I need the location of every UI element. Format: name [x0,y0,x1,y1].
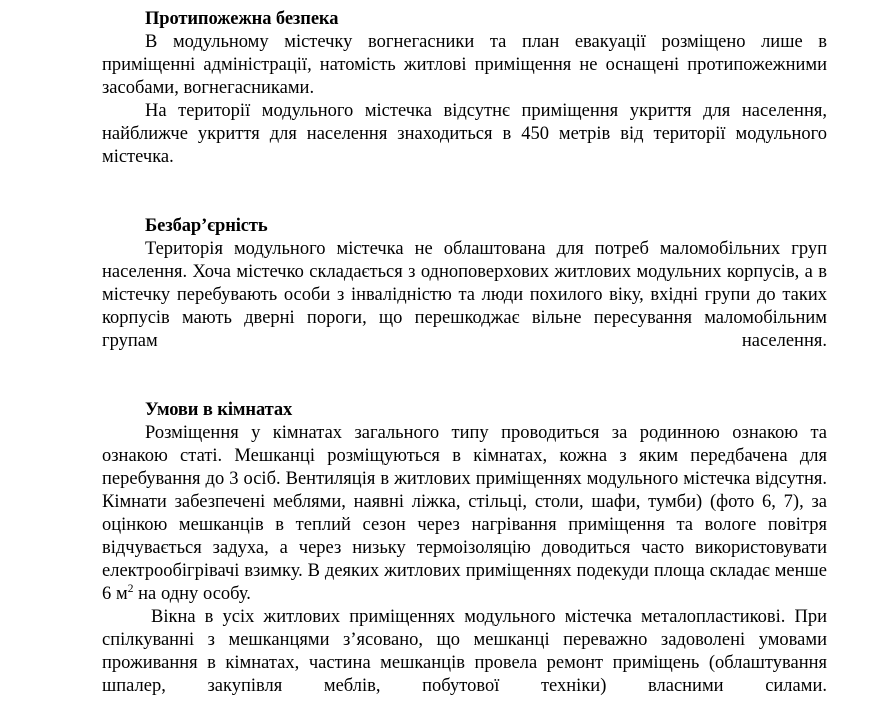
section-accessibility [102,215,827,376]
paragraph-fire-safety-2: На території модульного містечка відсутнє приміщення укриття для населення, найближче укриття для населення знаходиться в 450 метрів від території модульного містечка. [102,101,827,167]
section-heading-room-conditions: Умови в кімнатах [145,400,293,420]
section-room-conditions [102,399,827,721]
section-heading-fire-safety: Протипожежна безпека [145,9,339,29]
paragraph-room-conditions-1 [102,422,827,606]
document-body [102,8,827,721]
section-heading-accessibility: Безбар’єрність [145,216,268,236]
paragraph-fire-safety-1: В модульному містечку вогнегасники та план евакуації розміщено лише в приміщенні адміністрації, натомість житлові приміщення не оснащені протипожежними засобами, вогнегасниками. [102,32,827,98]
paragraph-accessibility-1: Територія модульного містечка не облаштована для потреб маломобільних груп населення. Хоча містечко складається з одноповерхових житлових модульних корпусів, а в містечку перебувають особи з інвалідністю та люди похилого віку, вхідні групи до таких корпусів мають дверні пороги, що перешкоджає вільне пересування маломобільним групам населення. [102,239,827,351]
paragraph-room-conditions-2: Вікна в усіх житлових приміщеннях модульного містечка металопластикові. При спілкуванні з мешканцями з’ясовано, що мешканці переважно задоволені умовами проживання в кімнатах, частина мешканців провела ремонт приміщень (облаштування шпалер, закупівля меблів, побутової техніки) власними силами. [102,607,827,696]
paragraph-room-conditions-1-tail: на одну особу. [133,584,251,604]
paragraph-room-conditions-1-text: Розміщення у кімнатах загального типу проводиться за родинною ознакою та ознакою статі. Мешканці розміщуються в кімнатах, кожна з яким передбачена для перебування до 3 осіб. Вентиляція в житлових приміщеннях модульного містечка відсутня. Кімнати забезпечені меблями, наявні ліжка, стільці, столи, шафи, тумби) (фото 6, 7), за оцінкою мешканців в теплий сезон через нагрівання приміщення та вологе повітря відчувається задуха, а через низьку термоізоляцію доводиться часто використовувати електрообігрівачі взимку. В деяких житлових приміщеннях подекуди площа складає менше 6 м [102,423,827,604]
square-meters-superscript: 2 [127,582,134,595]
section-fire-safety [102,8,827,192]
